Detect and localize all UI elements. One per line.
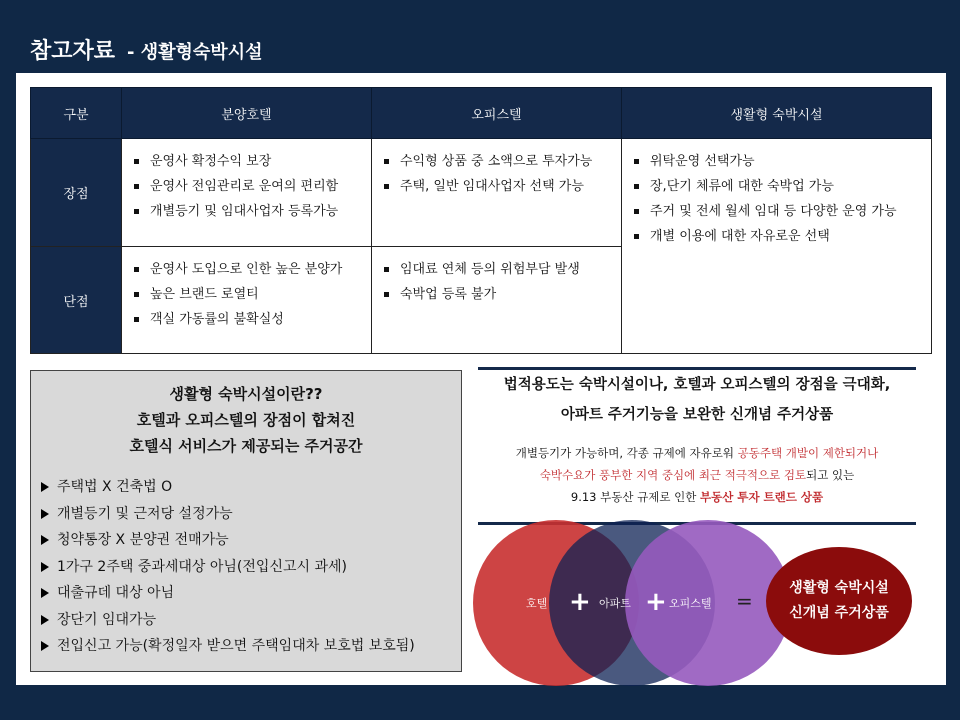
feature-text: 1가구 2주택 중과세대상 아님(전입신고시 과세) — [57, 558, 347, 575]
list-item: 객실 가동률의 불확실성 — [130, 307, 363, 332]
triangle-bullet-icon — [41, 509, 49, 519]
list-item — [41, 633, 461, 660]
summary-text: 9.13 부동산 규제로 인한 — [570, 490, 700, 504]
summary-box — [478, 367, 916, 525]
cell-officetel-cons — [372, 247, 622, 354]
cell-hotel-cons — [122, 247, 372, 354]
summary-headline-2: 아파트 주거기능을 보완한 신개념 주거상품 — [560, 407, 834, 423]
row-label-cons: 단점 — [31, 247, 122, 354]
list-item — [41, 554, 461, 581]
list-item: 위탁운영 선택가능 — [630, 149, 923, 174]
summary-headline-1: 법적용도는 숙박시설이나, 호텔과 오피스텔의 장점을 극대화, — [503, 377, 891, 393]
triangle-bullet-icon — [41, 562, 49, 572]
definition-box — [30, 370, 462, 672]
venn-label-officetel: 오피스텔 — [669, 597, 712, 610]
content-panel — [16, 73, 946, 685]
slide-title — [30, 34, 262, 65]
title-main: 참고자료 — [30, 39, 116, 64]
feature-text: 개별등기 및 근저당 설정가능 — [57, 505, 233, 522]
list-item: 수익형 상품 중 소액으로 투자가능 — [380, 149, 613, 174]
list-item: 개별등기 및 임대사업자 등록가능 — [130, 199, 363, 224]
summary-text: 되고 있는 — [806, 468, 855, 482]
cell-residence — [622, 139, 932, 354]
plus-icon: + — [645, 587, 667, 617]
row-label-pros: 장점 — [31, 139, 122, 247]
summary-line-3 — [478, 486, 916, 508]
list-item: 주거 및 전세 월세 임대 등 다양한 운영 가능 — [630, 199, 923, 224]
list-item: 개별 이용에 대한 자유로운 선택 — [630, 224, 923, 249]
list-item: 높은 브랜드 로열티 — [130, 282, 363, 307]
summary-text: 개별등기가 가능하며, 각종 규제에 자유로워 — [515, 446, 738, 460]
header-residence: 생활형 숙박시설 — [622, 88, 932, 139]
summary-highlight: 숙박수요가 풍부한 지역 중심에 최근 적극적으로 검토 — [539, 468, 807, 482]
venn-label-apartment: 아파트 — [599, 597, 631, 610]
plus-icon: + — [569, 587, 591, 617]
summary-highlight: 부동산 투자 트랜드 상품 — [700, 490, 824, 504]
definition-headline-2: 호텔과 오피스텔의 장점이 합쳐진 — [136, 411, 356, 429]
result-line-2: 신개념 주거상품 — [789, 605, 889, 621]
header-officetel: 오피스텔 — [372, 88, 622, 139]
header-hotel: 분양호텔 — [122, 88, 372, 139]
venn-diagram — [470, 543, 930, 683]
header-category: 구분 — [31, 88, 122, 139]
list-item — [41, 527, 461, 554]
result-ellipse — [766, 547, 912, 655]
feature-text: 주택법 X 건축법 O — [57, 479, 173, 495]
list-item — [41, 607, 461, 634]
list-item: 숙박업 등록 불가 — [380, 282, 613, 307]
feature-list — [31, 474, 461, 660]
triangle-bullet-icon — [41, 482, 49, 492]
list-item: 운영사 확정수익 보장 — [130, 149, 363, 174]
definition-headline-1: 생활형 숙박시설이란?? — [169, 385, 323, 403]
list-item — [41, 501, 461, 528]
summary-line-2 — [478, 464, 916, 486]
feature-text: 전입신고 가능(확정일자 받으면 주택임대차 보호법 보호됨) — [57, 638, 415, 654]
list-item: 운영사 전임관리로 운여의 편리함 — [130, 174, 363, 199]
summary-highlight: 공동주택 개발이 제한되거나 — [737, 446, 879, 460]
venn-label-hotel: 호텔 — [526, 597, 548, 610]
comparison-table — [30, 87, 932, 354]
equals-icon: = — [736, 589, 753, 613]
table-row-pros — [31, 139, 932, 247]
table-header-row — [31, 88, 932, 139]
triangle-bullet-icon — [41, 641, 49, 651]
definition-headline-3: 호텔식 서비스가 제공되는 주거공간 — [129, 437, 363, 455]
cell-hotel-pros — [122, 139, 372, 247]
list-item: 임대료 연체 등의 위험부담 발생 — [380, 257, 613, 282]
triangle-bullet-icon — [41, 588, 49, 598]
cell-officetel-pros — [372, 139, 622, 247]
list-item — [41, 580, 461, 607]
triangle-bullet-icon — [41, 615, 49, 625]
title-sub: - 생활형숙박시설 — [127, 42, 263, 63]
feature-text: 대출규데 대상 아님 — [57, 585, 175, 601]
result-line-1: 생활형 숙박시설 — [789, 580, 889, 596]
triangle-bullet-icon — [41, 535, 49, 545]
summary-line-1 — [478, 442, 916, 464]
feature-text: 청약통장 X 분양권 전매가능 — [57, 532, 229, 548]
list-item: 주택, 일반 임대사업자 선택 가능 — [380, 174, 613, 199]
list-item — [41, 474, 461, 501]
list-item: 장,단기 체류에 대한 숙박업 가능 — [630, 174, 923, 199]
feature-text: 장단기 임대가능 — [57, 611, 157, 628]
list-item: 운영사 도입으로 인한 높은 분양가 — [130, 257, 363, 282]
